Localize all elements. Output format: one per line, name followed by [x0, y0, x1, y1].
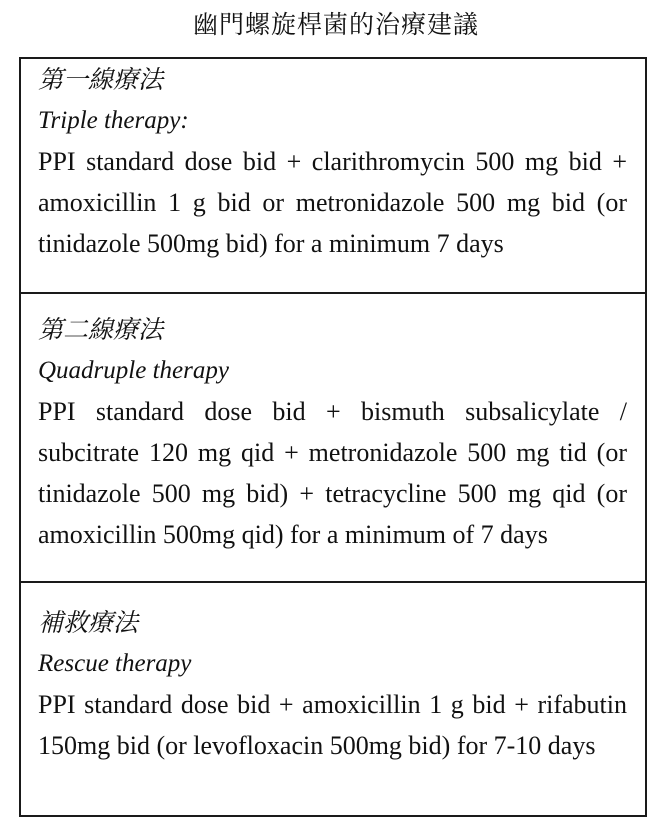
treatment-table	[19, 57, 647, 817]
first-line-english-label: Triple therapy:	[38, 107, 189, 134]
rescue-english-label: Rescue therapy	[38, 650, 192, 677]
second-line-section	[21, 311, 645, 555]
first-line-regimen: PPI standard dose bid + clarithromycin 500 mg bid + amoxicillin 1 g bid or metronidazole 500 mg bid (or tinidazole 500mg bid) for a minimum 7 days	[38, 147, 627, 258]
first-line-chinese-label: 第一線療法	[38, 65, 164, 94]
rescue-chinese-label: 補救療法	[38, 608, 139, 637]
rescue-regimen: PPI standard dose bid + amoxicillin 1 g bid + rifabutin 150mg bid (or levofloxacin 500mg bid) for 7-10 days	[38, 690, 627, 760]
section-divider	[21, 581, 645, 583]
first-line-section	[21, 61, 645, 264]
rescue-section	[21, 604, 645, 766]
second-line-chinese-label: 第二線療法	[38, 315, 164, 344]
page-title: 幽門螺旋桿菌的治療建議	[192, 10, 479, 39]
second-line-regimen: PPI standard dose bid + bismuth subsalicylate / subcitrate 120 mg qid + metronidazole 500 mg tid (or tinidazole 500 mg bid) + tetracycline 500 mg qid (or amoxicillin 500mg qid) for a minimum of 7 days	[38, 397, 627, 549]
section-divider	[21, 292, 645, 294]
second-line-english-label: Quadruple therapy	[38, 357, 229, 384]
